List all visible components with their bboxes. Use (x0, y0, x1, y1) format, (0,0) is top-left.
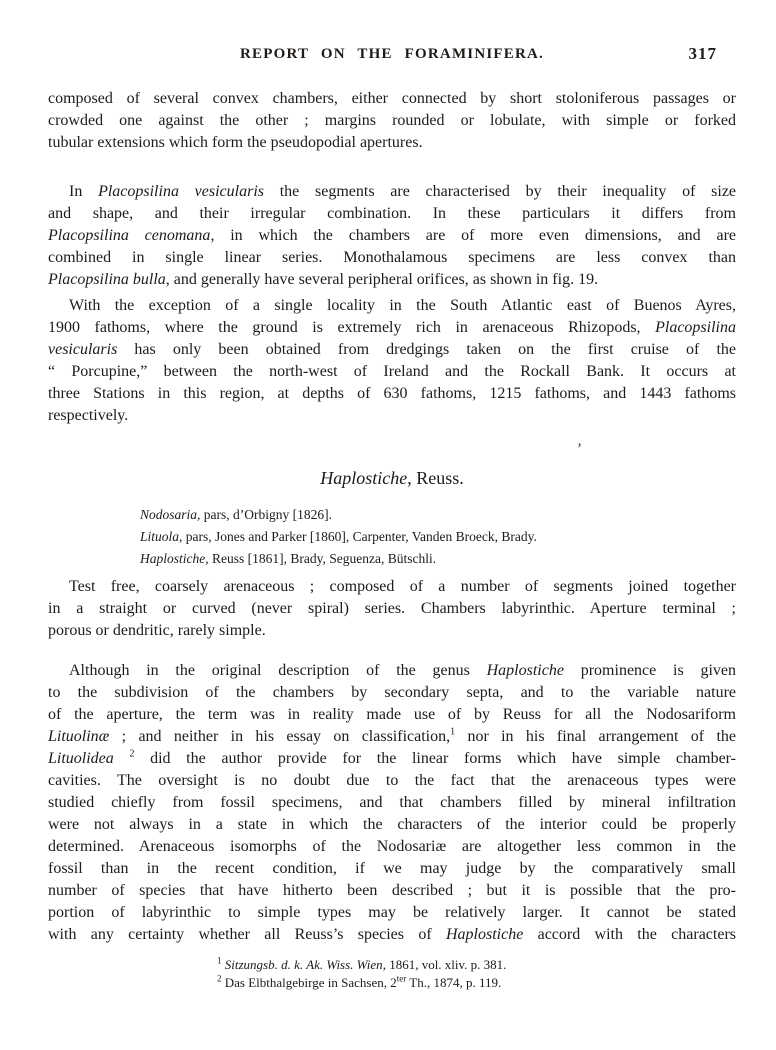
text-run: fossil than in the recent condition, if we may judge by the comparatively small (48, 860, 736, 877)
text-run: ter (396, 973, 407, 984)
text-run: of the aperture, the term was in reality made use of by Reuss for all the Nodosariform (48, 706, 736, 723)
text-line (48, 132, 736, 154)
text-line (48, 361, 736, 383)
text-run: porous or dendritic, rarely simple. (48, 622, 266, 639)
text-line (48, 225, 736, 247)
text-run: crowded one against the other ; margins rounded or lobulate, with simple or forked (48, 112, 736, 129)
text-run: Nodosaria (140, 507, 198, 522)
text-line (140, 504, 736, 526)
text-run: , 1861, vol. xliv. p. 381. (382, 957, 507, 972)
text-line (217, 956, 736, 974)
text-run: Test free, coarsely arenaceous ; composed of a number of segments joined together (69, 578, 736, 595)
text-line (48, 770, 736, 792)
text-line (48, 339, 736, 361)
text-run: Das Elbthalgebirge in Sachsen, 2 (221, 975, 397, 990)
text-line (48, 598, 736, 620)
text-run: Although in the original description of the genus (69, 662, 487, 679)
text-line (48, 660, 736, 682)
text-run: respectively. (48, 407, 129, 424)
text-run: to the subdivision of the chambers by secondary septa, and to the variable nature (48, 684, 736, 701)
text-line (48, 924, 736, 946)
text-run: nor in his final arrangement of the (455, 728, 737, 745)
text-run: Th., 1874, p. 119. (406, 975, 502, 990)
text-run: number of species that have hitherto been described ; but it is possible that the pro- (48, 882, 736, 899)
text-run: 1 (217, 955, 222, 966)
text-line (48, 880, 736, 902)
text-run: determined. Arenaceous isomorphs of the Nodosariæ are altogether less common in the (48, 838, 736, 855)
text-line (217, 974, 736, 992)
continuation-paragraph (48, 88, 736, 154)
text-run: tubular extensions which form the pseudopodial apertures. (48, 134, 423, 151)
text-run: , in which the chambers are of more even dimensions, and are (210, 227, 737, 244)
text-run: with any certainty whether all Reuss’s species of (48, 926, 446, 943)
running-head-title: REPORT ON THE FORAMINIFERA. (239, 46, 544, 62)
synonymy-list (48, 504, 736, 570)
text-line (48, 88, 736, 110)
paragraph (48, 576, 736, 642)
text-run: “ Porcupine,” between the north-west of Ireland and the Rockall Bank. It occurs at (48, 363, 736, 380)
paragraph (48, 660, 736, 946)
text-run: Placopsilina bulla (48, 271, 166, 288)
text-run: With the exception of a single locality in the South Atlantic east of Buenos Ayres, (69, 297, 736, 314)
text-run: were not always in a state in which the characters of the interior could be properly (48, 816, 736, 833)
species-heading (48, 466, 736, 490)
text-run: and shape, and their irregular combination. In these particulars it differs from (48, 205, 736, 222)
text-run: 2 (129, 748, 135, 760)
text-run: Haplostiche (320, 468, 408, 488)
text-line (48, 383, 736, 405)
text-run: Placopsilina vesicularis (98, 183, 264, 200)
text-run: prominence is given (563, 662, 736, 679)
text-line (140, 526, 736, 548)
text-line (48, 203, 736, 225)
text-line (48, 181, 736, 203)
text-run: , Reuss [1861], Brady, Seguenza, Bütschli. (205, 551, 437, 566)
text-run: 1 (450, 726, 456, 738)
text-line (48, 836, 736, 858)
text-run: vesicularis (48, 341, 118, 358)
text-line (48, 704, 736, 726)
text-line (48, 405, 736, 427)
text-run: combined in single linear series. Monothalamous specimens are less convex than (48, 249, 736, 266)
text-run: studied chiefly from fossil specimens, and that chambers filled by mineral infiltration (48, 794, 736, 811)
text-run: Lituolinæ (48, 728, 110, 745)
text-run: , pars, d’Orbigny [1826]. (197, 507, 332, 522)
text-run: Haplostiche (445, 926, 524, 943)
text-line (48, 814, 736, 836)
text-run: 1900 fathoms, where the ground is extremely rich in arenaceous Rhizopods, (48, 319, 656, 336)
text-line (48, 576, 736, 598)
text-line (48, 466, 736, 490)
text-run: , and generally have several peripheral orifices, as shown in fig. 19. (165, 271, 599, 288)
text-line (48, 748, 736, 770)
text-run: Placopsilina cenomana (48, 227, 211, 244)
text-run: Placopsilina (655, 319, 736, 336)
paragraph (48, 295, 736, 427)
text-run: , Reuss. (407, 468, 464, 488)
text-run: Haplostiche (486, 662, 564, 679)
text-run: 2 (217, 973, 222, 984)
text-run: portion of labyrinthic to simple types may be relatively larger. It cannot be stated (48, 904, 736, 921)
text-run: composed of several convex chambers, either connected by short stoloniferous passages or (48, 90, 736, 107)
text-line (48, 902, 736, 924)
text-run: Sitzungsb. d. k. Ak. Wiss. Wien (224, 957, 383, 972)
text-line (48, 726, 736, 748)
text-run: Lituolidea (48, 750, 130, 767)
text-line (48, 110, 736, 132)
text-line (48, 620, 736, 642)
text-run: Haplostiche (140, 551, 206, 566)
scan-artifact-apostrophe: ’ (577, 441, 582, 457)
text-line (48, 682, 736, 704)
text-line (48, 792, 736, 814)
text-line (48, 317, 736, 339)
text-run: the segments are characterised by their inequality of size (264, 183, 737, 200)
page-number: 317 (688, 44, 717, 63)
text-line (140, 548, 736, 570)
text-run: cavities. The oversight is no doubt due to the fact that the arenaceous types were (48, 772, 736, 789)
text-line (48, 247, 736, 269)
page-content (48, 88, 736, 992)
text-run: ; and neither in his essay on classification, (109, 728, 451, 745)
paragraph (48, 181, 736, 291)
text-run: did the author provide for the linear forms which have simple chamber- (134, 750, 737, 767)
text-run: three Stations in this region, at depths of 630 fathoms, 1215 fathoms, and 1443 fathoms (48, 385, 736, 402)
text-line (48, 295, 736, 317)
text-run: accord with the characters (523, 926, 737, 943)
text-run: In (69, 183, 99, 200)
text-run: has only been obtained from dredgings taken on the first cruise of the (117, 341, 736, 358)
text-run: Lituola (140, 529, 180, 544)
text-line (48, 269, 736, 291)
text-run: in a straight or curved (never spiral) series. Chambers labyrinthic. Aperture terminal ; (48, 600, 736, 617)
text-run: , pars, Jones and Parker [1860], Carpenter, Vanden Broeck, Brady. (179, 529, 537, 544)
text-line (48, 858, 736, 880)
footnotes (48, 956, 736, 992)
